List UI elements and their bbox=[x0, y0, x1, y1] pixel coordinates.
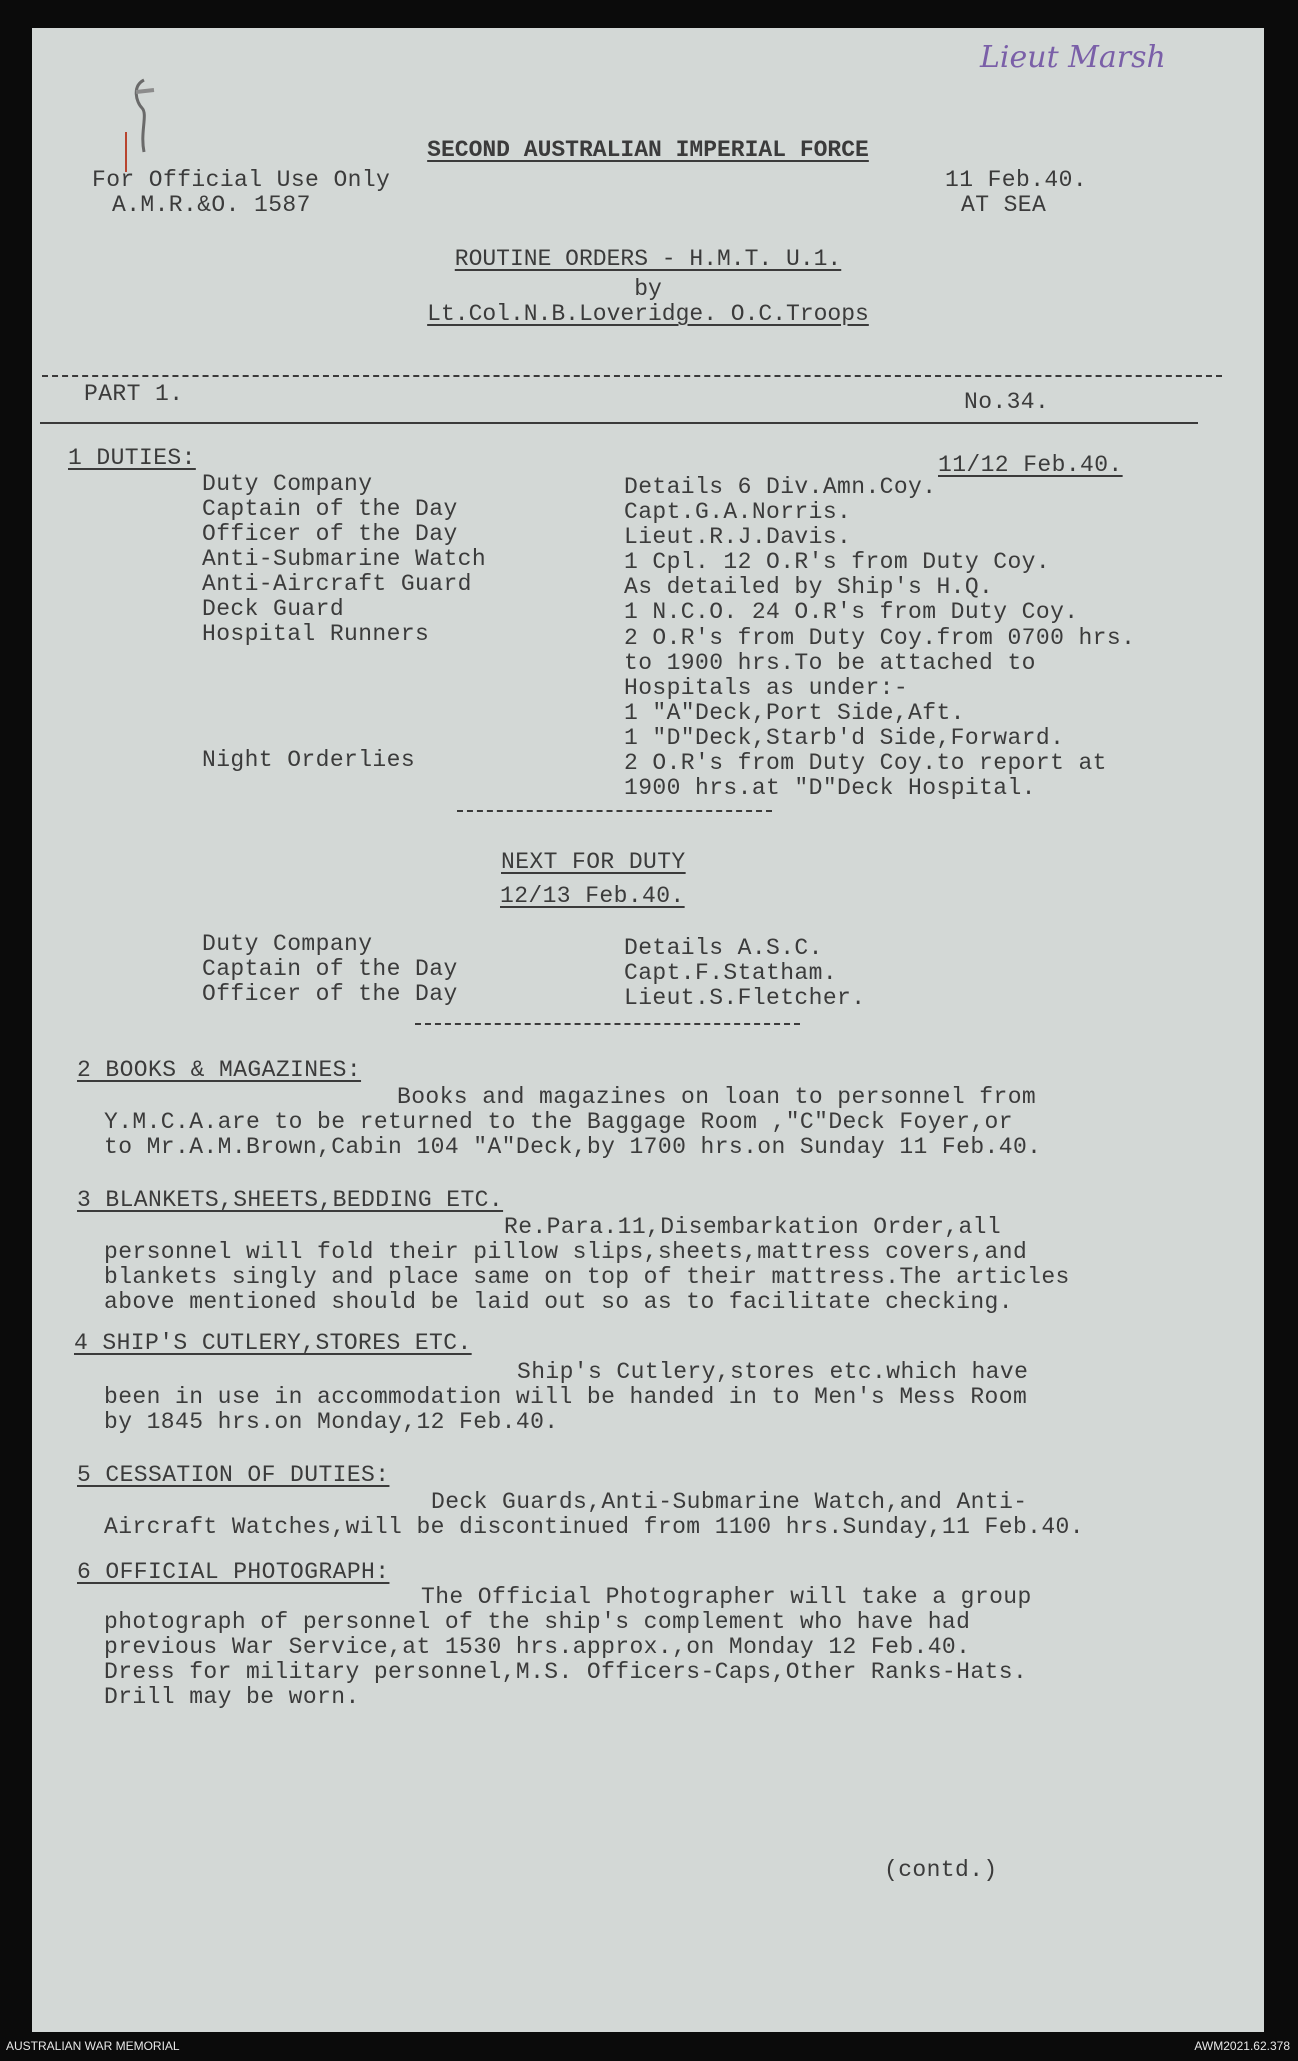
divider-dashed bbox=[457, 810, 772, 812]
order-number: No.34. bbox=[964, 389, 1050, 415]
archive-credit: AUSTRALIAN WAR MEMORIAL bbox=[6, 2039, 180, 2053]
orders-by: by bbox=[634, 276, 662, 302]
restriction-label: For Official Use Only bbox=[92, 167, 391, 193]
item-line: Books and magazines on loan to personnel from bbox=[397, 1084, 1037, 1110]
item-line: Ship's Cutlery,stores etc.which have bbox=[517, 1359, 1029, 1385]
item-line: been in use in accommodation will be handed in to Men's Mess Room bbox=[104, 1384, 1028, 1410]
item-line: previous War Service,at 1530 hrs.approx.,on Monday 12 Feb.40. bbox=[104, 1634, 971, 1660]
item-line: Aircraft Watches,will be discontinued from 1100 hrs.Sunday,11 Feb.40. bbox=[104, 1514, 1084, 1540]
duties-heading: 1 DUTIES: bbox=[68, 445, 196, 471]
item-line: by 1845 hrs.on Monday,12 Feb.40. bbox=[104, 1409, 559, 1435]
reference-number: A.M.R.&O. 1587 bbox=[112, 192, 311, 218]
order-date: 11 Feb.40. bbox=[945, 167, 1088, 193]
item-line: photograph of personnel of the ship's complement who have had bbox=[104, 1609, 971, 1635]
item-line: above mentioned should be laid out so as to facilitate checking. bbox=[104, 1289, 1013, 1315]
item-line: to Mr.A.M.Brown,Cabin 104 "A"Deck,by 1700 hrs.on Sunday 11 Feb.40. bbox=[104, 1134, 1042, 1160]
item-line: Deck Guards,Anti-Submarine Watch,and Anti- bbox=[431, 1489, 1028, 1515]
order-location: AT SEA bbox=[961, 192, 1047, 218]
duties-date: 11/12 Feb.40. bbox=[938, 452, 1123, 478]
pin-mark-icon bbox=[114, 72, 174, 182]
divider-dashed bbox=[415, 1023, 800, 1025]
item-line: Drill may be worn. bbox=[104, 1684, 360, 1710]
part-label: PART 1. bbox=[84, 381, 184, 407]
orders-title: ROUTINE ORDERS - H.M.T. U.1. bbox=[454, 246, 842, 272]
document-title: SECOND AUSTRALIAN IMPERIAL FORCE bbox=[427, 137, 869, 163]
document-page: Lieut Marsh SECOND AUSTRALIAN IMPERIAL FORCE For Official Use Only A.M.R.&O. 1587 11 Feb.40. AT SEA ROUTINE ORDERS - H.M.T. U.1. by Lt.Col.N.B.Loveridge. O.C.Troops PART 1. No.34. 1 DUTIES: 11/12 Feb.40. Duty Company Details 6 Div.Amn.Coy. Captain of the Day Capt.G.A.Norris. Officer of the Day Lieut.R.J.Davis. Anti-Submarine Watch 1 Cpl. 12 O.R's from Duty Coy. Anti-Aircraft Guard As detailed by Ship's H.Q. Deck Guard 1 N.C.O. 24 O.R's from Duty Coy. Hospital Runners 2 O.R's from Duty Coy.from 0700 hrs. to 1900 hrs.To be attached to Hospitals as under:- 1 "A"Deck,Port Side,Aft. 1 "D"Deck,Starb'd Side,Forward. Night Orderlies 2 O.R's from Duty Coy.to report at 1900 hrs.at "D"Deck Hospital. NEXT FOR DUTY 12/13 Feb.40. Duty Company Details A.S.C. Captain of the Day Capt.F.Statham. Officer of the Day Lieut.S.Fletcher. 2 BOOKS & MAGAZINES: Books and magazines on loan to personnel from Y.M.C.A.are to be returned to the Baggage Room ,"C"Deck Foyer,or to Mr.A.M.Brown,Cabin 104 "A"Deck,by 1700 hrs.on Sunday 11 Feb.40. 3 BLANKETS,SHEETS,BEDDING ETC. Re.Para.11,Disembarkation Order,all personnel will fold their pillow slips,sheets,mattress covers,and blankets singly and place same on top of their mattress.The articles above mentioned should be laid out so as to facilitate checking. 4 SHIP'S CUTLERY,STORES ETC. Ship's Cutlery,stores etc.which have been in use in accommodation will be handed in to Men's Mess Room by 1845 hrs.on Monday,12 Feb.40. 5 CESSATION OF DUTIES: Deck Guards,Anti-Submarine Watch,and Anti- Aircraft Watches,will be discontinued from 1100 hrs.Sunday,11 Feb.40. 6 OFFICIAL PHOTOGRAPH: The Official Photographer will take a group photograph of personnel of the ship's complement who have had previous War Service,at 1530 hrs.approx.,on Monday 12 Feb.40. Dress for military personnel,M.S. Officers-Caps,Other Ranks-Hats. Drill may be worn. (contd.) bbox=[32, 28, 1264, 2032]
item-heading: 4 SHIP'S CUTLERY,STORES ETC. bbox=[74, 1330, 472, 1356]
orders-issuer: Lt.Col.N.B.Loveridge. O.C.Troops bbox=[427, 301, 869, 327]
item-line: Dress for military personnel,M.S. Officers-Caps,Other Ranks-Hats. bbox=[104, 1659, 1028, 1685]
item-line: blankets singly and place same on top of their mattress.The articles bbox=[104, 1264, 1070, 1290]
handwritten-annotation: Lieut Marsh bbox=[980, 40, 1166, 75]
divider-dashed-top bbox=[42, 375, 1222, 377]
item-heading: 2 BOOKS & MAGAZINES: bbox=[77, 1057, 362, 1083]
item-line: Y.M.C.A.are to be returned to the Baggage Room ,"C"Deck Foyer,or bbox=[104, 1109, 1013, 1135]
archive-reference: AWM2021.62.378 bbox=[1194, 2039, 1290, 2053]
item-heading: 3 BLANKETS,SHEETS,BEDDING ETC. bbox=[77, 1187, 504, 1213]
item-line: The Official Photographer will take a group bbox=[421, 1584, 1032, 1610]
next-duty-date: 12/13 Feb.40. bbox=[500, 883, 685, 909]
divider-line bbox=[40, 422, 1198, 424]
item-heading: 5 CESSATION OF DUTIES: bbox=[77, 1462, 390, 1488]
continued-label: (contd.) bbox=[884, 1857, 998, 1883]
item-line: Re.Para.11,Disembarkation Order,all bbox=[504, 1214, 1002, 1240]
next-duty-heading: NEXT FOR DUTY bbox=[501, 849, 686, 875]
item-line: personnel will fold their pillow slips,sheets,mattress covers,and bbox=[104, 1239, 1028, 1265]
item-heading: 6 OFFICIAL PHOTOGRAPH: bbox=[77, 1559, 390, 1585]
